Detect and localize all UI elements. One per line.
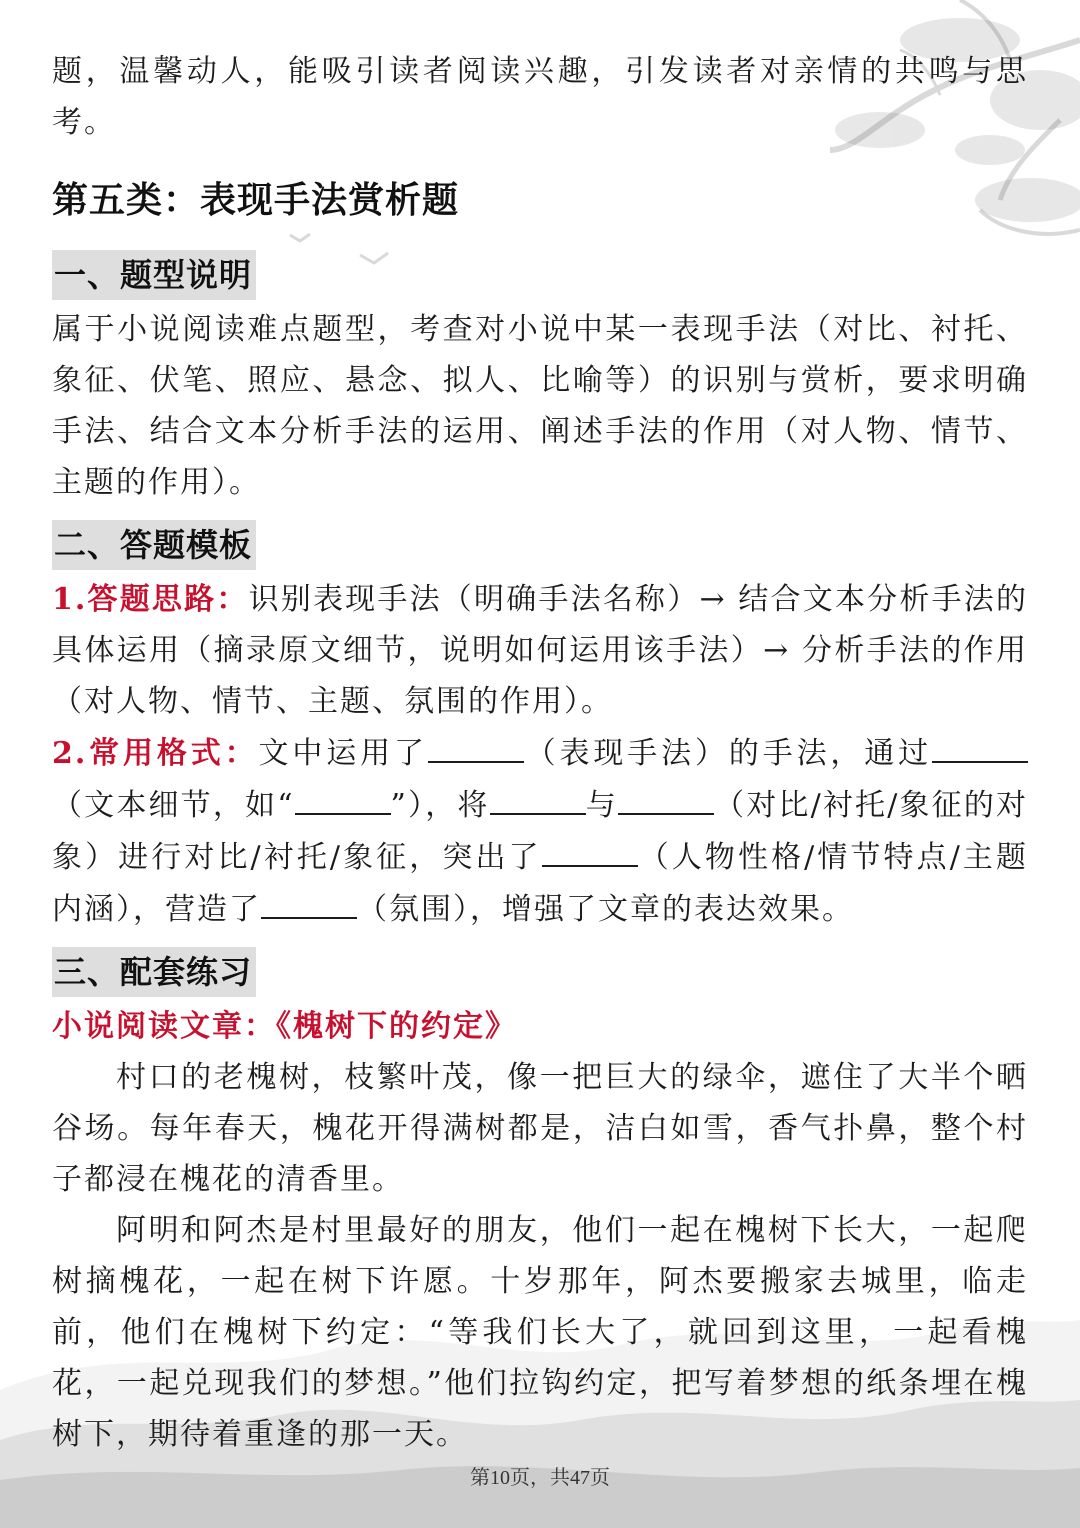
approach-label: 1.答题思路： [52,582,249,617]
section2-heading: 二、答题模板 [52,520,256,570]
format-text-3: （文本细节，如“ [52,788,295,823]
section1-heading-wrap [52,250,1028,300]
template-item-format [52,727,1028,935]
format-text-7: （人物性格/情节特点/主题内涵），营造了 [52,840,1029,927]
format-text-8: （氛围），增强了文章的表达效果。 [357,892,854,927]
format-text-5: 与 [585,788,618,823]
section2-heading-wrap [52,520,1028,570]
fill-blank [490,779,586,815]
intro-paragraph-tail: 题，温馨动人，能吸引读者阅读兴趣，引发读者对亲情的共鸣与思考。 [52,54,1028,140]
fill-blank [542,831,638,867]
story-paragraph-2: 阿明和阿杰是村里最好的朋友，他们一起在槐树下长大，一起爬树摘槐花，一起在树下许愿。十岁那年，阿杰要搬家去城里，临走前，他们在槐树下约定：“等我们长大了，就回到这里，一起看槐花，一起兑现我们的梦想。”他们拉钩约定，把写着梦想的纸条埋在槐树下，期待着重逢的那一天。 [52,1213,1028,1452]
approach-text: 识别表现手法（明确手法名称）→ 结合文本分析手法的具体运用（摘录原文细节，说明如何运用该手法）→ 分析手法的作用（对人物、情节、主题、氛围的作用）。 [52,582,1028,719]
fill-blank [261,883,357,919]
section3-heading-wrap [52,947,1028,997]
article-title: 小说阅读文章：《槐树下的约定》 [52,1009,517,1044]
format-label: 2.常用格式： [52,736,259,771]
fill-blank [295,779,391,815]
fill-blank [618,779,714,815]
fill-blank [932,727,1028,763]
section1-body: 属于小说阅读难点题型，考查对小说中某一表现手法（对比、衬托、象征、伏笔、照应、悬念、拟人、比喻等）的识别与赏析，要求明确手法、结合文本分析手法的运用、阐述手法的作用（对人物、情节、主题的作用）。 [52,312,1028,500]
template-item-approach [52,574,1028,727]
section3-heading: 三、配套练习 [52,947,256,997]
format-text-1: 文中运用了 [258,736,428,771]
format-text-2: （表现手法）的手法，通过 [523,736,933,771]
document-page [52,46,1028,1460]
fill-blank [428,727,524,763]
category-title: 第五类：表现手法赏析题 [52,180,460,221]
format-text-6: （对比/衬托/象征的对象）进行对比/衬托/象征，突出了 [52,788,1028,875]
section1-heading: 一、题型说明 [52,250,256,300]
story-paragraph-1: 村口的老槐树，枝繁叶茂，像一把巨大的绿伞，遮住了大半个晒谷场。每年春天，槐花开得满树都是，洁白如雪，香气扑鼻，整个村子都浸在槐花的清香里。 [52,1060,1028,1197]
format-text-4: ”），将 [390,788,490,823]
page-number-footer: 第10页，共47页 [470,1467,610,1489]
